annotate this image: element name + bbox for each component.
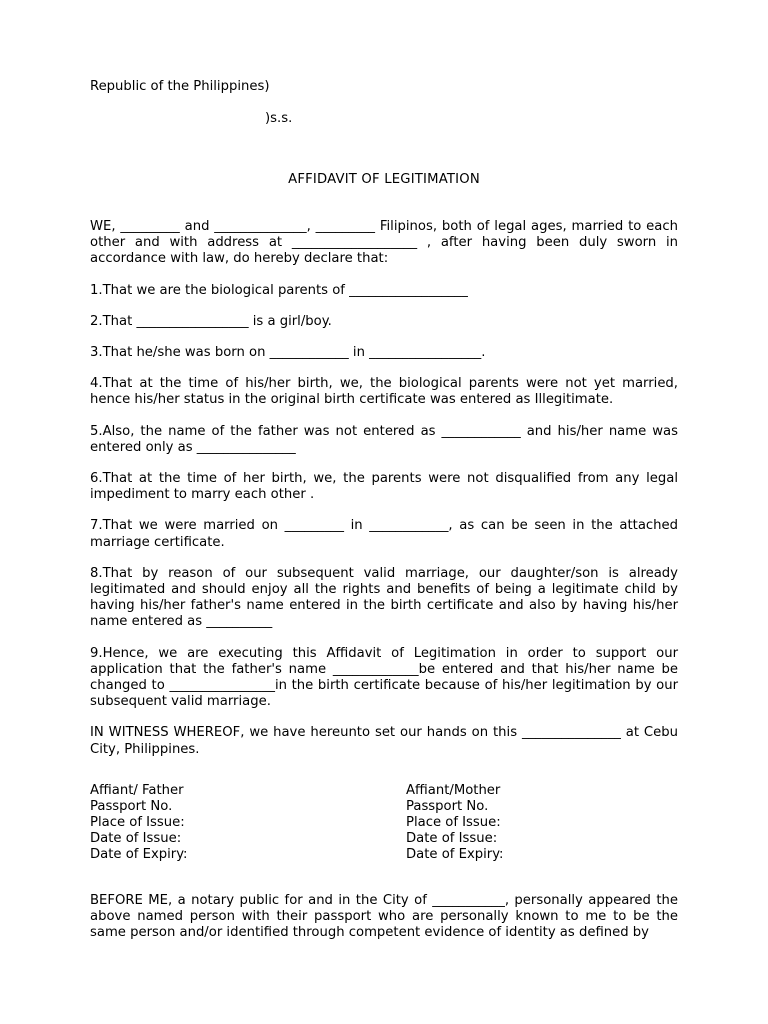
mother-signature-block — [406, 783, 504, 863]
venue-country: Republic of the Philippines) — [90, 79, 270, 94]
clause-1: 1.That we are the biological parents of __________________ — [90, 282, 468, 298]
father-role: Affiant/ Father — [90, 783, 184, 798]
clause-4: 4.That at the time of his/her birth, we, the biological parents were not yet married, hence his/her status in the original birth certificate was entered as Illegitimate. — [90, 376, 678, 408]
mother-place-of-issue: Place of Issue: — [406, 815, 501, 830]
venue-ss: )s.s. — [265, 111, 293, 126]
document-title: AFFIDAVIT OF LEGITIMATION — [288, 172, 480, 187]
mother-date-of-issue: Date of Issue: — [406, 831, 498, 846]
mother-date-of-expiry: Date of Expiry: — [406, 847, 504, 862]
father-date-of-issue: Date of Issue: — [90, 831, 182, 846]
clause-8: 8.That by reason of our subsequent valid marriage, our daughter/son is already legitimated and should enjoy all the rights and benefits of being a legitimate child by having his/her father's name entered in the birth certificate and also by having his/her name entered as __________ — [90, 565, 678, 630]
mother-role: Affiant/Mother — [406, 783, 501, 798]
notary-paragraph: BEFORE ME, a notary public for and in the City of ___________, personally appeared the above named person with their passport who are personally known to me to be the same person and/or identified through competent evidence of identity as defined by — [90, 893, 678, 941]
clause-2: 2.That _________________ is a girl/boy. — [90, 313, 332, 329]
affidavit-body — [90, 219, 678, 773]
father-signature-block — [90, 783, 188, 863]
mother-passport: Passport No. — [406, 799, 489, 814]
witness-clause: IN WITNESS WHEREOF, we have hereunto set our hands on this _______________ at Cebu City, Philippines. — [90, 725, 678, 757]
father-date-of-expiry: Date of Expiry: — [90, 847, 188, 862]
clause-5: 5.Also, the name of the father was not entered as ____________ and his/her name was entered only as _______________ — [90, 423, 678, 455]
clause-6: 6.That at the time of her birth, we, the parents were not disqualified from any legal impediment to marry each other . — [90, 471, 678, 503]
father-passport: Passport No. — [90, 799, 173, 814]
clause-7: 7.That we were married on _________ in ____________, as can be seen in the attached marriage certificate. — [90, 518, 678, 550]
intro-paragraph: WE, _________ and ______________, _________ Filipinos, both of legal ages, married to each other and with address at ___________________ , after having been duly sworn in accordance with law, do hereby declare that: — [90, 219, 678, 267]
clause-9: 9.Hence, we are executing this Affidavit of Legitimation in order to support our application that the father's name _____________be entered and that his/her name be changed to ________________in the birth certificate because of his/her legitimation by our subsequent valid marriage. — [90, 645, 678, 710]
clause-3: 3.That he/she was born on ____________ in _________________. — [90, 345, 486, 361]
father-place-of-issue: Place of Issue: — [90, 815, 185, 830]
venue-block — [90, 79, 293, 126]
